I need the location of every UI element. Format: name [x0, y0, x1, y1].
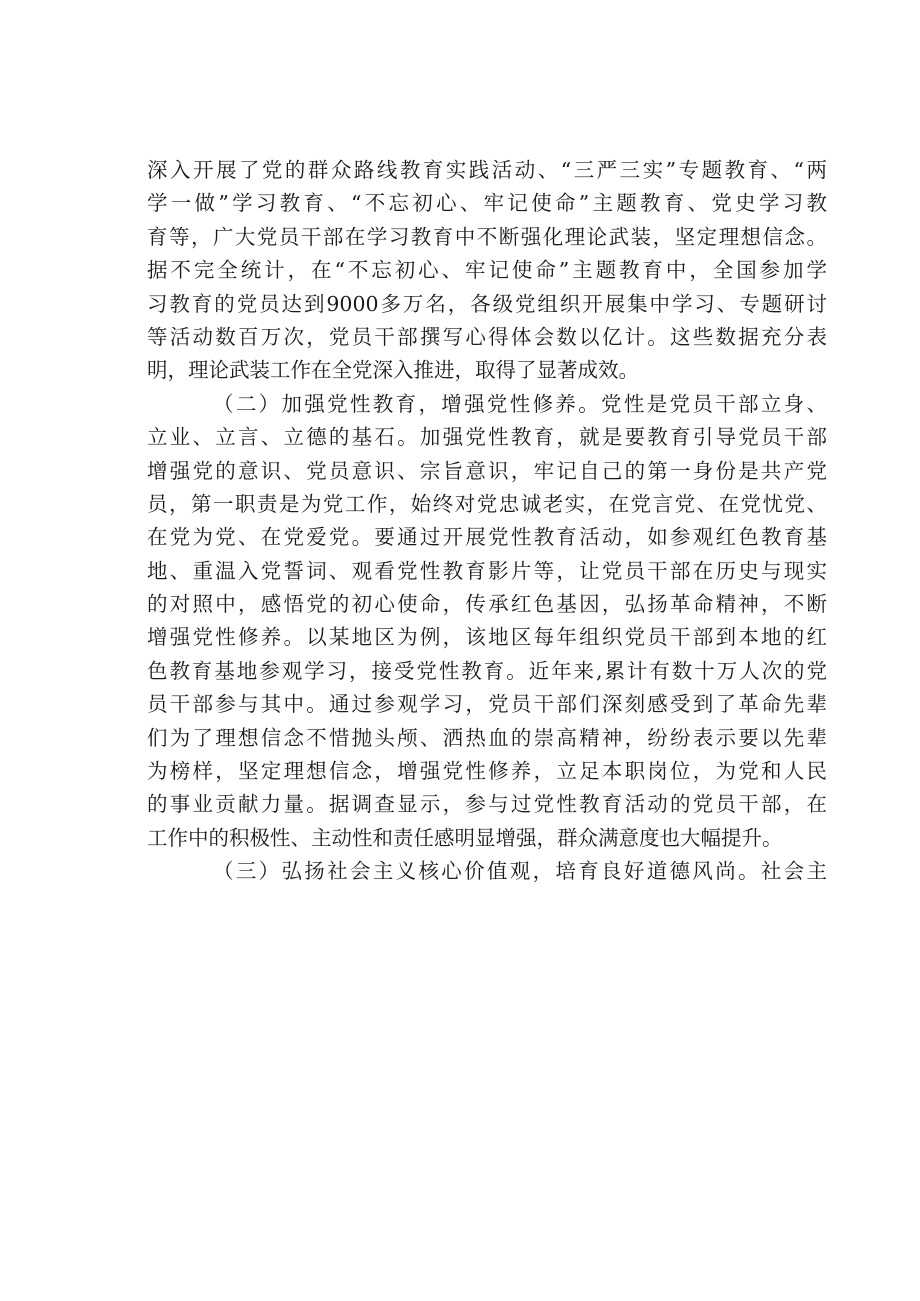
text-line: 的事业贡献力量。据调查显示，参与过党性教育活动的党员干部，在	[147, 792, 827, 817]
text-line: 等活动数百万次，党员干部撰写心得体会数以亿计。这些数据充分表	[147, 324, 827, 349]
text-line: 深入开展了党的群众路线教育实践活动、“三严三实”专题教育、“两	[147, 158, 827, 182]
text-line: 育等，广大党员干部在学习教育中不断强化理论武装，坚定理想信念。	[147, 224, 827, 249]
text-line: 为榜样，坚定理想信念，增强党性修养，立足本职岗位，为党和人民	[147, 759, 827, 784]
text-line: 员，第一职责是为党工作，始终对党忠诚老实，在党言党、在党忧党、	[147, 491, 827, 516]
text-line: 在党为党、在党爱党。要通过开展党性教育活动，如参观红色教育基	[147, 525, 827, 550]
body-text	[147, 154, 827, 889]
text-line: 习教育的党员达到9000多万名，各级党组织开展集中学习、专题研讨	[147, 291, 827, 316]
text-line: 增强党性修养。以某地区为例，该地区每年组织党员干部到本地的红	[147, 625, 827, 650]
text-line: 明，理论武装工作在全党深入推进，取得了显著成效。	[147, 358, 639, 383]
text-line: 的对照中，感悟党的初心使命，传承红色基因，弘扬革命精神，不断	[147, 592, 827, 617]
text-line: 色教育基地参观学习，接受党性教育。近年来,累计有数十万人次的党	[147, 658, 827, 683]
text-line: 们为了理想信念不惜抛头颅、洒热血的崇高精神，纷纷表示要以先辈	[147, 725, 827, 750]
text-line: 据不完全统计，在“不忘初心、牢记使命”主题教育中，全国参加学	[147, 258, 827, 283]
paragraph-start-line: （二）加强党性教育，增强党性修养。党性是党员干部立身、	[213, 391, 827, 416]
text-line: 学一做”学习教育、“不忘初心、牢记使命”主题教育、党史学习教	[147, 191, 827, 216]
paragraph-start-line: （三）弘扬社会主义核心价值观，培育良好道德风尚。社会主	[213, 859, 827, 884]
text-line: 地、重温入党誓词、观看党性教育影片等，让党员干部在历史与现实	[147, 558, 827, 583]
text-line: 工作中的积极性、主动性和责任感明显增强，群众满意度也大幅提升。	[147, 825, 783, 850]
text-line: 增强党的意识、党员意识、宗旨意识，牢记自己的第一身份是共产党	[147, 458, 827, 483]
text-line: 员干部参与其中。通过参观学习，党员干部们深刻感受到了革命先辈	[147, 692, 827, 717]
text-line: 立业、立言、立德的基石。加强党性教育，就是要教育引导党员干部	[147, 425, 827, 450]
